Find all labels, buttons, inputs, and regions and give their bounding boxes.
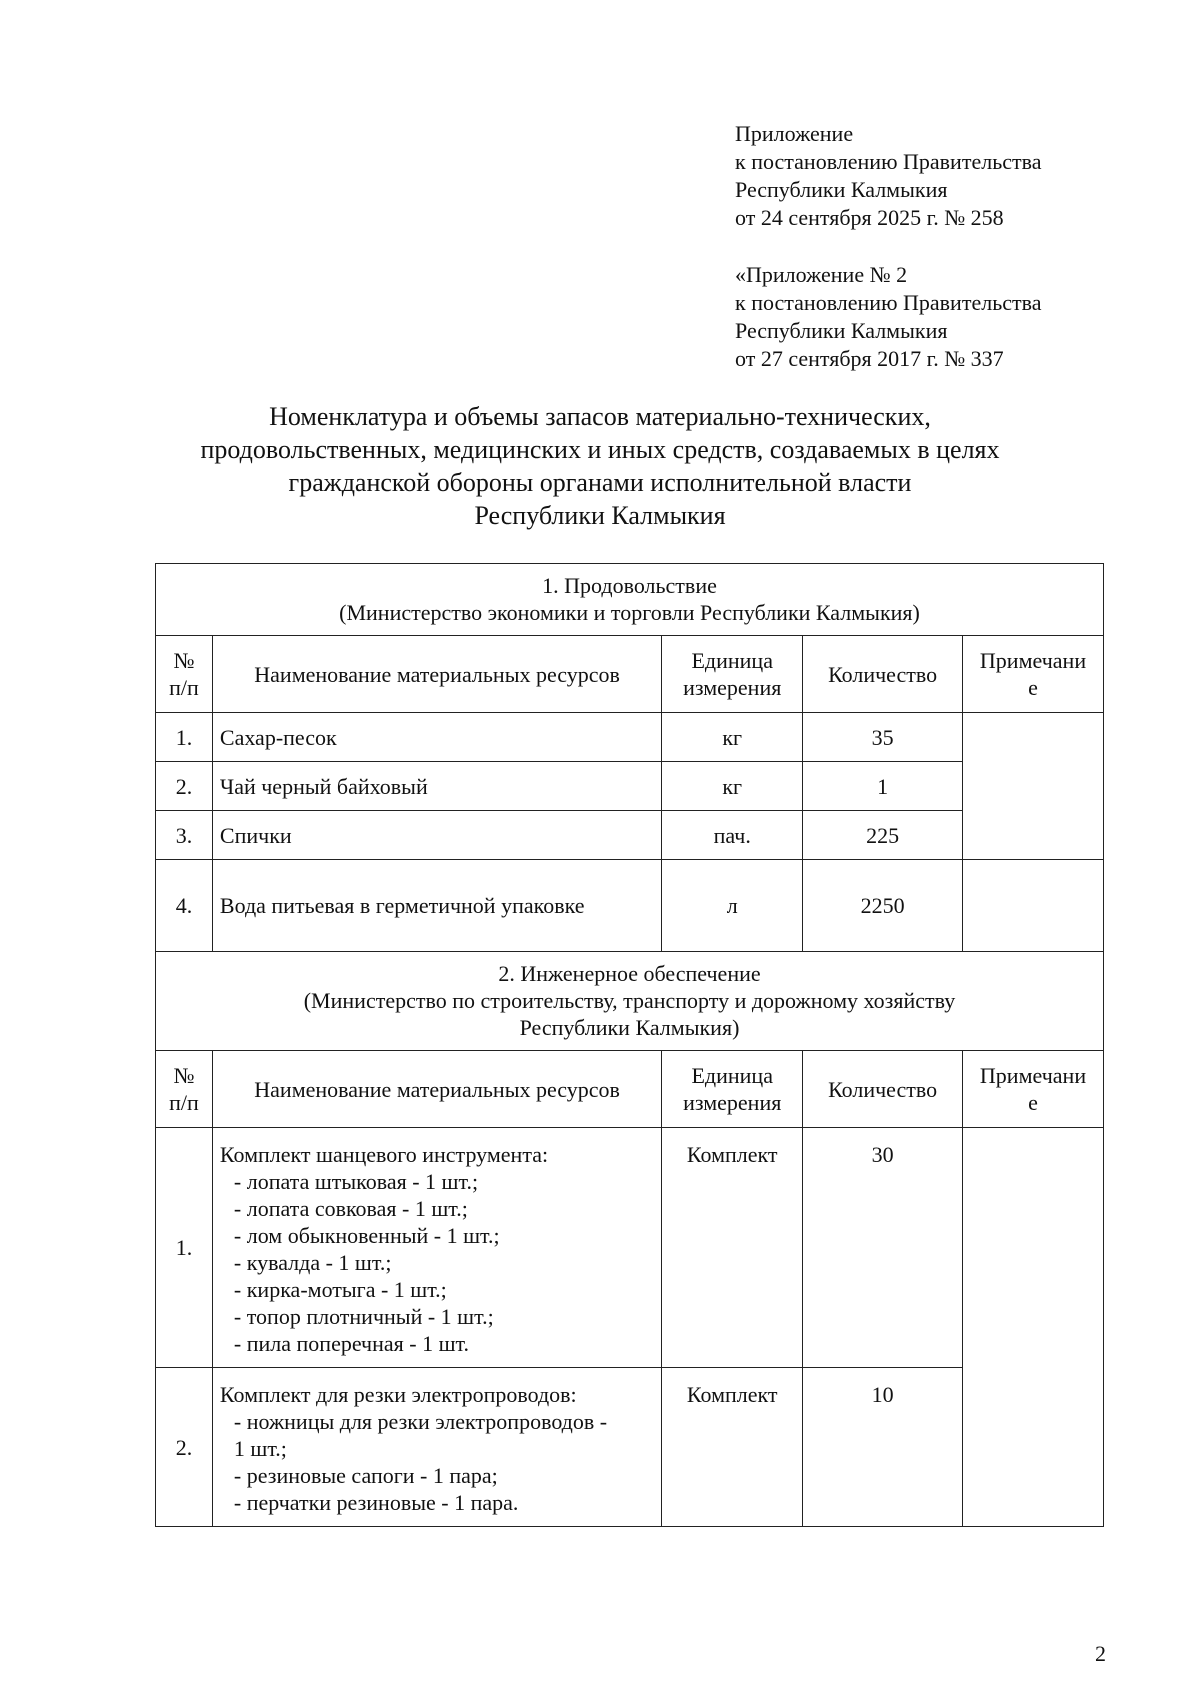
section-title-food bbox=[156, 564, 1104, 636]
row-qty: 10 bbox=[803, 1368, 963, 1527]
annex-line: от 24 сентября 2025 г. № 258 bbox=[735, 205, 1004, 230]
header-note: Примечани е bbox=[963, 636, 1104, 713]
header-unit: Единица измерения bbox=[662, 1051, 803, 1128]
section-ministry: (Министерство экономики и торговли Республики Калмыкия) bbox=[339, 600, 920, 625]
kit-item: - лопата штыковая - 1 шт.; bbox=[233, 1169, 479, 1194]
kit-item: - лопата совковая - 1 шт.; bbox=[233, 1196, 468, 1221]
annex-line: от 27 сентября 2017 г. № 337 bbox=[735, 346, 1004, 371]
header-num: № п/п bbox=[156, 1051, 213, 1128]
row-note bbox=[963, 1128, 1104, 1527]
header-name: Наименование материальных ресурсов bbox=[212, 1051, 661, 1128]
section-ministry: Республики Калмыкия) bbox=[519, 1015, 740, 1040]
row-qty: 1 bbox=[803, 762, 963, 811]
row-num: 4. bbox=[156, 860, 213, 952]
title-line: гражданской обороны органами исполнительной власти bbox=[288, 468, 912, 497]
row-name: Чай черный байховый bbox=[212, 762, 661, 811]
table-row bbox=[156, 1368, 1104, 1527]
annex-reference bbox=[735, 261, 1041, 373]
row-unit: Комплект bbox=[662, 1368, 803, 1527]
row-name bbox=[212, 1128, 661, 1368]
annex-header bbox=[735, 120, 1041, 232]
header-unit: Единица измерения bbox=[662, 636, 803, 713]
row-name: Сахар-песок bbox=[212, 713, 661, 762]
header-note: Примечани е bbox=[963, 1051, 1104, 1128]
row-unit: пач. bbox=[662, 811, 803, 860]
row-unit: кг bbox=[662, 762, 803, 811]
kit-item: - топор плотничный - 1 шт.; bbox=[233, 1304, 494, 1329]
header-name: Наименование материальных ресурсов bbox=[212, 636, 661, 713]
annex-line: к постановлению Правительства bbox=[735, 290, 1042, 315]
header-qty: Количество bbox=[803, 636, 963, 713]
annex-line: «Приложение № 2 bbox=[735, 262, 908, 287]
annex-line: Республики Калмыкия bbox=[735, 177, 948, 202]
kit-item: - ножницы для резки электропроводов - bbox=[233, 1409, 608, 1434]
section-header-row bbox=[156, 952, 1104, 1051]
kit-item: - кувалда - 1 шт.; bbox=[233, 1250, 392, 1275]
kit-item: - перчатки резиновые - 1 пара. bbox=[233, 1490, 519, 1515]
annex-line: к постановлению Правительства bbox=[735, 149, 1042, 174]
row-qty: 225 bbox=[803, 811, 963, 860]
header-num: № п/п bbox=[156, 636, 213, 713]
kit-item: 1 шт.; bbox=[233, 1436, 287, 1461]
row-unit: л bbox=[662, 860, 803, 952]
title-line: Республики Калмыкия bbox=[474, 501, 726, 530]
annex-line: Республики Калмыкия bbox=[735, 318, 948, 343]
table-row bbox=[156, 860, 1104, 952]
document-title bbox=[150, 400, 1050, 532]
resources-table bbox=[155, 563, 1104, 1527]
row-name: Спички bbox=[212, 811, 661, 860]
row-num: 2. bbox=[156, 762, 213, 811]
page-number: 2 bbox=[1095, 1641, 1106, 1666]
row-note bbox=[963, 860, 1104, 952]
title-line: продовольственных, медицинских и иных средств, создаваемых в целях bbox=[200, 435, 1000, 464]
section-ministry: (Министерство по строительству, транспорту и дорожному хозяйству bbox=[303, 988, 956, 1013]
annex-line: Приложение bbox=[735, 121, 854, 146]
table-row bbox=[156, 1128, 1104, 1368]
table-row bbox=[156, 713, 1104, 762]
column-header-row bbox=[156, 1051, 1104, 1128]
section-title-engineering bbox=[156, 952, 1104, 1051]
header-qty: Количество bbox=[803, 1051, 963, 1128]
row-unit: кг bbox=[662, 713, 803, 762]
table-row bbox=[156, 811, 1104, 860]
section-title: 1. Продовольствие bbox=[542, 573, 717, 598]
kit-item: - кирка-мотыга - 1 шт.; bbox=[233, 1277, 447, 1302]
kit-item: - лом обыкновенный - 1 шт.; bbox=[233, 1223, 500, 1248]
row-unit: Комплект bbox=[662, 1128, 803, 1368]
section-header-row bbox=[156, 564, 1104, 636]
kit-title: Комплект шанцевого инструмента: bbox=[219, 1142, 549, 1167]
kit-item: - пила поперечная - 1 шт. bbox=[233, 1331, 469, 1356]
row-name: Вода питьевая в герметичной упаковке bbox=[212, 860, 661, 952]
row-num: 1. bbox=[156, 1128, 213, 1368]
table-row bbox=[156, 762, 1104, 811]
row-note bbox=[963, 713, 1104, 860]
row-num: 3. bbox=[156, 811, 213, 860]
row-num: 2. bbox=[156, 1368, 213, 1527]
row-name bbox=[212, 1368, 661, 1527]
column-header-row bbox=[156, 636, 1104, 713]
row-qty: 35 bbox=[803, 713, 963, 762]
kit-title: Комплект для резки электропроводов: bbox=[219, 1382, 577, 1407]
kit-item: - резиновые сапоги - 1 пара; bbox=[233, 1463, 498, 1488]
section-title: 2. Инженерное обеспечение bbox=[498, 961, 761, 986]
row-qty: 30 bbox=[803, 1128, 963, 1368]
row-qty: 2250 bbox=[803, 860, 963, 952]
row-num: 1. bbox=[156, 713, 213, 762]
title-line: Номенклатура и объемы запасов материально-технических, bbox=[269, 402, 931, 431]
